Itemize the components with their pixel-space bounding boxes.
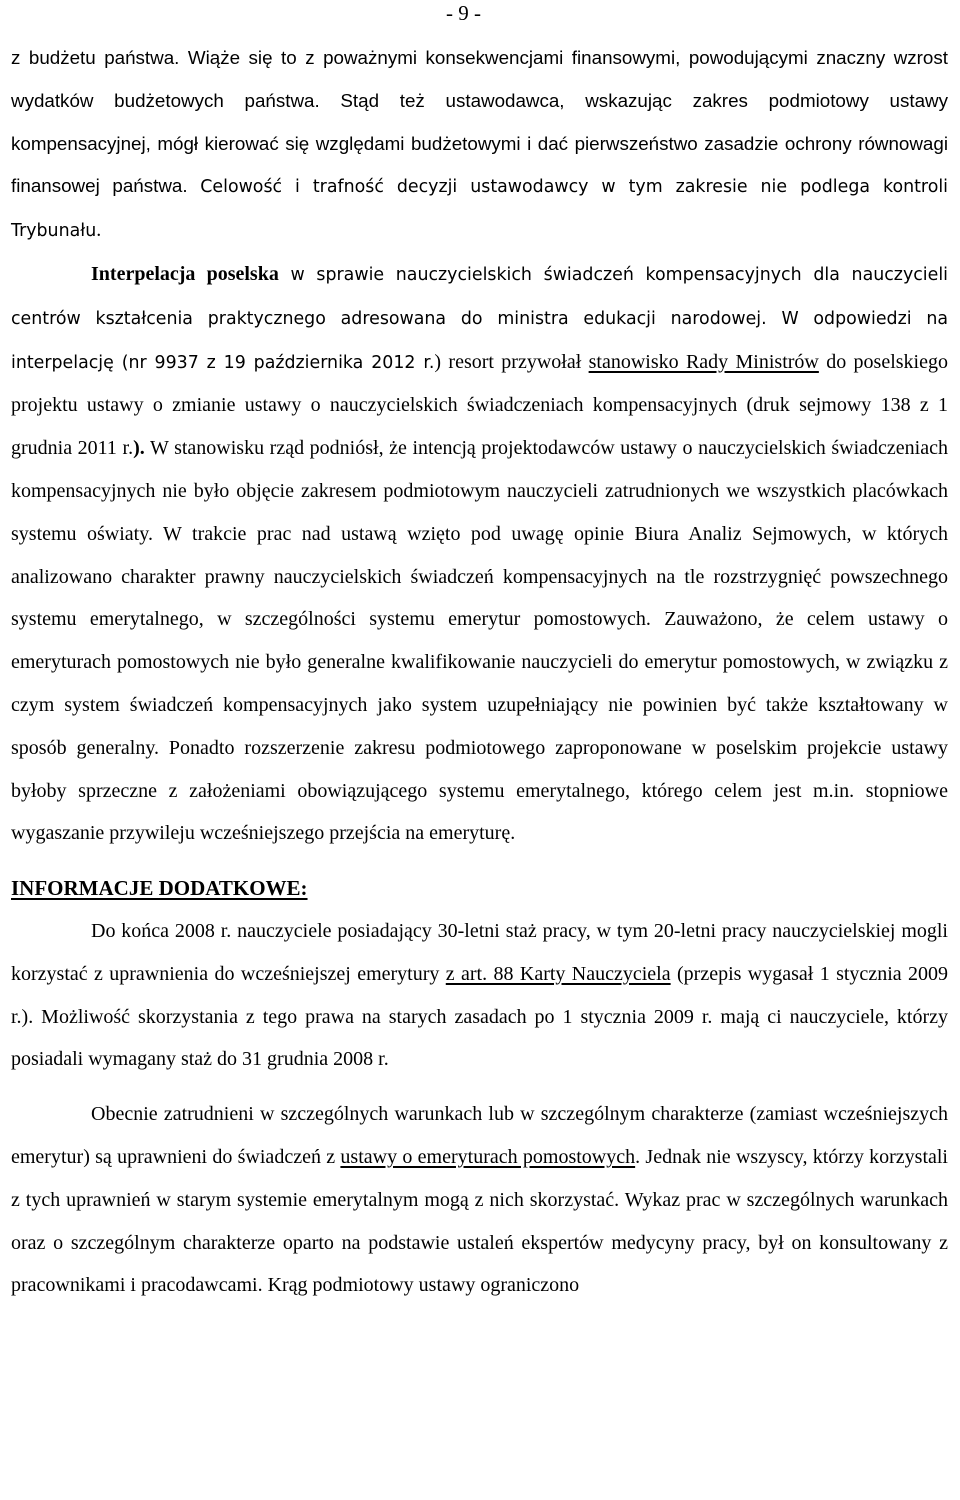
page-number: - 9 - [446, 1, 481, 25]
pomostowe-text-2: . Jednak nie wszyscy, którzy korzystali z tych uprawnień w starym systemie emerytalnym mogą z nich skorzystać. Wykaz prac w szczególnych warunkach oraz o szczególnym charakterze oparto na podstawie ustaleń ekspertów medycyny pracy, był on konsultowany z pracownikami i pracodawcami. Krąg podmiotowy ustawy ograniczono [11, 1145, 948, 1297]
document-body [11, 37, 948, 1307]
paragraph-emerytury-pomostowe [11, 1093, 948, 1307]
link-stanowisko-rady-ministrow[interactable]: stanowisko Rady Ministrów [588, 350, 819, 373]
paragraph-karta-nauczyciela [11, 910, 948, 1081]
paragraph-budget-end: . [96, 219, 102, 242]
paragraph-budget [11, 37, 948, 253]
section-heading: INFORMACJE DODATKOWE: [11, 876, 308, 901]
karta-text-1: Do końca 2008 r. nauczyciele posiadający 30-letni staż pracy, w tym 20-letni pracy nauczycielskiej mogli korzystać z uprawnienia do wcześniejszej emerytury [11, 919, 948, 985]
interpelation-text: w sprawie nauczycielskich świadczeń kompensacyjnych dla nauczycieli centrów kształcenia praktycznego adresowana do ministra edukacji narodowej. W odpowiedzi na interpelację (nr 9937 z 19 października 2012 r. [11, 264, 948, 373]
interpelation-text-4: ). [133, 437, 145, 460]
paragraph-budget-conclusion: Celowość i trafność decyzji ustawodawcy w tym zakresie nie podlega kontroli Trybunału [11, 177, 948, 242]
karta-text-2: (przepis wygasał 1 stycznia 2009 r.). Możliwość skorzystania z tego prawa na starych zasadach po 1 stycznia 2009 r. mają ci nauczyciele, którzy posiadali wymagany staż do 31 grudnia 2008 r. [11, 962, 949, 1071]
paragraph-budget-text: z budżetu państwa. Wiąże się to z poważnymi konsekwencjami finansowymi, powodującymi znaczny wzrost wydatków budżetowych państwa. Stąd też ustawodawca, wskazując zakres podmiotowy ustawy kompensacyjnej, mógł kierować się względami budżetowymi i dać pierwszeństwo zasadzie ochrony równowagi finansowej państwa. [11, 47, 948, 197]
link-ustawa-o-emeryturach-pomostowych[interactable]: ustawy o emeryturach pomostowych [340, 1145, 636, 1168]
pomostowe-text-1: Obecnie zatrudnieni w szczególnych warunkach lub w szczególnym charakterze (zamiast wcześniejszych emerytur) są uprawnieni do świadczeń z [11, 1103, 948, 1168]
interpelation-text-3: do poselskiego projektu ustawy o zmianie ustawy o nauczycielskich świadczeniach kompensacyjnych (druk sejmowy 138 z 1 grudnia 2011 r. [11, 350, 948, 460]
interpelation-text-2: ) resort przywołał [434, 350, 589, 373]
paragraph-interpelation [11, 253, 948, 855]
interpelation-text-5: W stanowisku rząd podniósł, że intencją projektodawców ustawy o nauczycielskich świadczeniach kompensacyjnych nie było objęcie zakresem podmiotowym nauczycieli zatrudnionych we wszystkich placówkach systemu oświaty. W trakcie prac nad ustawą wzięto pod uwagę opinie Biura Analiz Sejmowych, w których analizowano charakter prawny nauczycielskich świadczeń kompensacyjnych na tle rozstrzygnięć powszechnego systemu emerytalnego, w szczególności systemu emerytur pomostowych. Zauważono, że celem ustawy o emeryturach pomostowych nie było generalne kwalifikowanie nauczycieli do emerytur pomostowych, w związku z czym system świadczeń kompensacyjnych jako system uzupełniający nie powinien być także kształtowany w sposób generalny. Ponadto rozszerzenie zakresu podmiotowego zaproponowane w poselskim projekcie ustawy byłoby sprzeczne z założeniami obowiązującego systemu emerytalnego, którego celem jest m.in. stopniowe wygaszanie przywileju wcześniejszego przejścia na emeryturę. [11, 437, 948, 845]
link-art-88-karty-nauczyciela[interactable]: z art. 88 Karty Nauczyciela [445, 962, 671, 985]
interpelation-lead: Interpelacja poselska [91, 262, 279, 285]
